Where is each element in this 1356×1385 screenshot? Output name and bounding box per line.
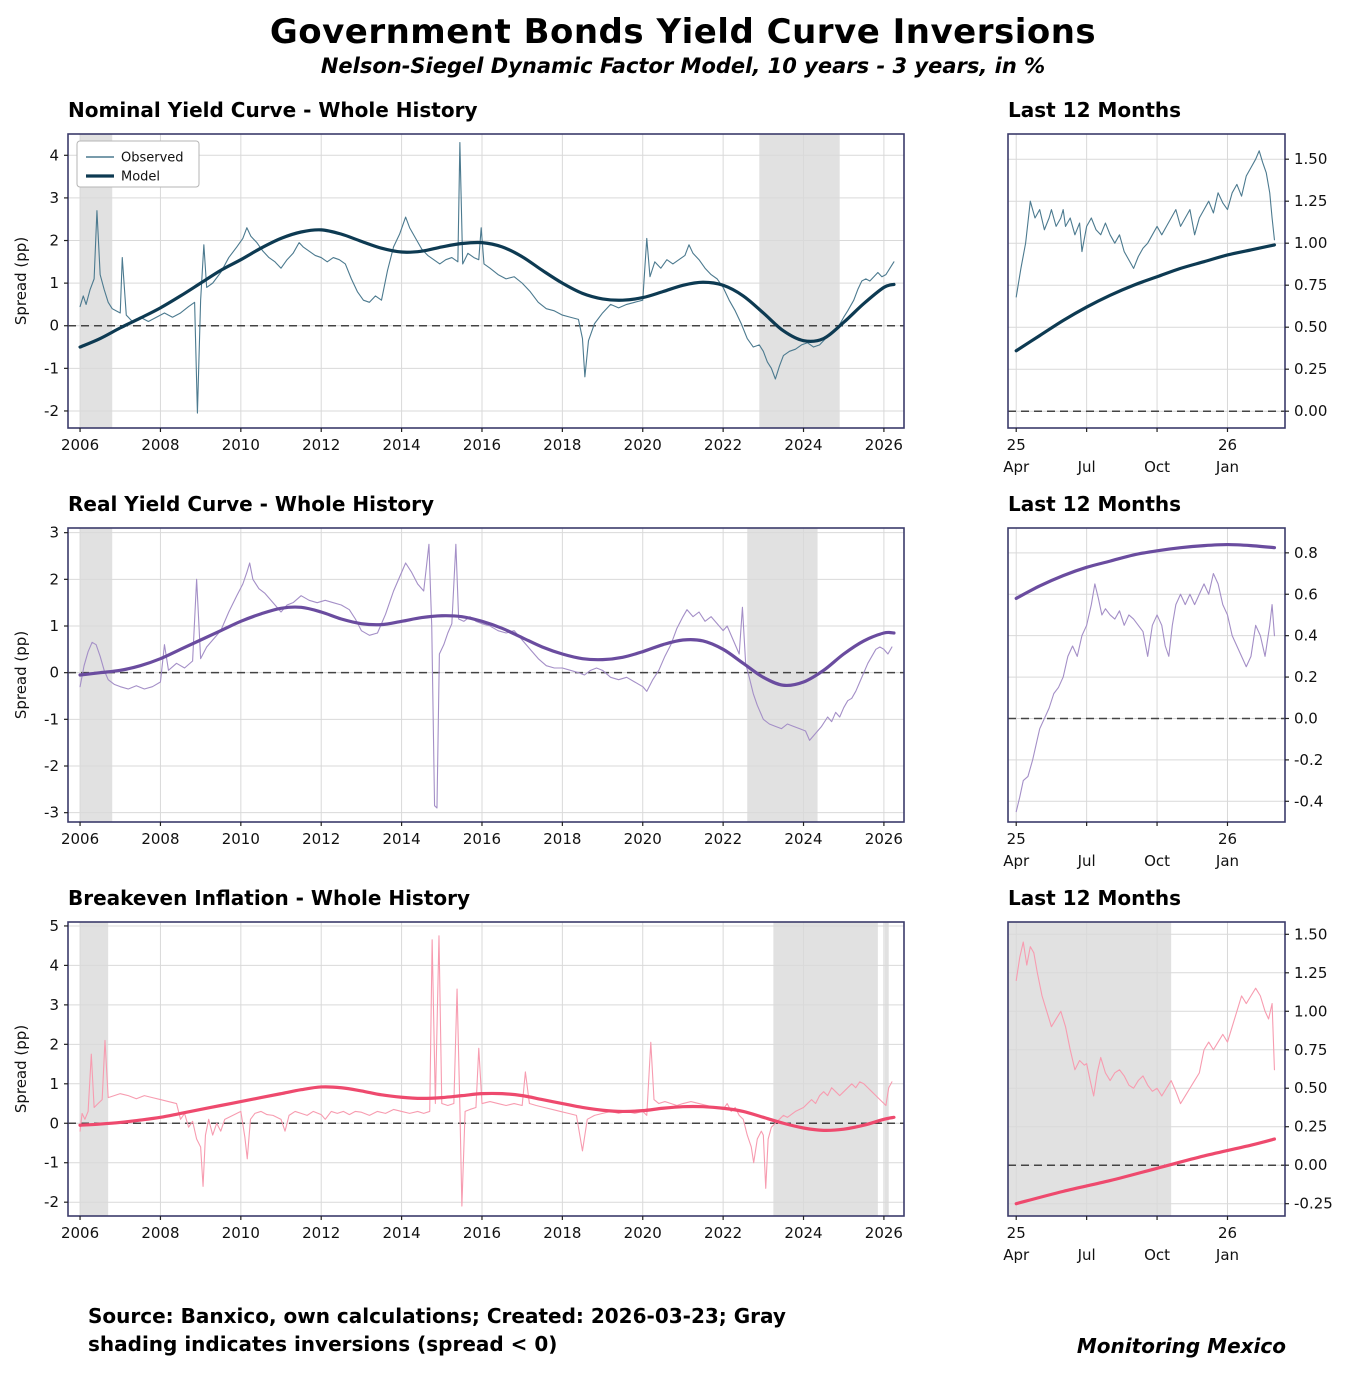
svg-text:Oct: Oct bbox=[1144, 458, 1171, 476]
svg-text:0: 0 bbox=[49, 1114, 59, 1133]
svg-text:2: 2 bbox=[49, 570, 59, 589]
svg-text:Oct: Oct bbox=[1144, 852, 1171, 870]
svg-text:1.00: 1.00 bbox=[1294, 1002, 1328, 1021]
svg-text:0.75: 0.75 bbox=[1294, 276, 1328, 295]
svg-text:2014: 2014 bbox=[382, 1224, 421, 1242]
panel-breakeven-12m bbox=[950, 886, 1346, 1278]
page-subtitle: Nelson-Siegel Dynamic Factor Model, 10 years - 3 years, in % bbox=[320, 54, 1046, 78]
svg-text:Jan: Jan bbox=[1215, 1246, 1240, 1264]
svg-text:-2: -2 bbox=[44, 401, 59, 420]
svg-text:2016: 2016 bbox=[462, 830, 502, 848]
svg-text:2024: 2024 bbox=[784, 436, 823, 454]
real-12m-chart bbox=[950, 520, 1346, 880]
svg-text:2026: 2026 bbox=[864, 1224, 903, 1242]
svg-text:2024: 2024 bbox=[784, 1224, 823, 1242]
svg-text:2020: 2020 bbox=[623, 1224, 662, 1242]
svg-text:2: 2 bbox=[49, 231, 59, 250]
brand: Monitoring Mexico bbox=[1076, 1334, 1286, 1358]
svg-text:2010: 2010 bbox=[221, 830, 260, 848]
svg-text:0.75: 0.75 bbox=[1294, 1040, 1328, 1059]
svg-text:-2: -2 bbox=[44, 1193, 59, 1212]
svg-text:0.8: 0.8 bbox=[1294, 543, 1318, 562]
svg-text:2026: 2026 bbox=[864, 830, 903, 848]
source-note: Source: Banxico, own calculations; Created: 2026-03-23; Gray shading indicates inversions (spread < 0) bbox=[88, 1304, 786, 1356]
svg-text:2006: 2006 bbox=[60, 436, 100, 454]
nominal-history-chart bbox=[10, 126, 910, 470]
svg-text:25: 25 bbox=[1006, 436, 1026, 454]
svg-text:-3: -3 bbox=[44, 803, 59, 822]
inversion-shading bbox=[80, 528, 818, 822]
svg-text:-1: -1 bbox=[44, 359, 59, 378]
observed-line bbox=[1016, 574, 1274, 812]
panel-title-real-history: Real Yield Curve - Whole History bbox=[68, 492, 435, 516]
panel-nominal-history bbox=[10, 98, 910, 490]
svg-text:Jul: Jul bbox=[1077, 852, 1096, 870]
svg-text:-1: -1 bbox=[44, 710, 59, 729]
panel-title-real-12m: Last 12 Months bbox=[1008, 492, 1182, 516]
svg-text:2012: 2012 bbox=[302, 436, 341, 454]
svg-text:1.50: 1.50 bbox=[1294, 150, 1328, 169]
svg-text:1: 1 bbox=[49, 617, 59, 635]
svg-text:2012: 2012 bbox=[302, 830, 341, 848]
svg-text:2020: 2020 bbox=[623, 436, 662, 454]
svg-text:2006: 2006 bbox=[60, 830, 100, 848]
axis-ticks bbox=[1003, 150, 1327, 476]
panel-title-breakeven-history: Breakeven Inflation - Whole History bbox=[68, 886, 471, 910]
svg-text:Jul: Jul bbox=[1077, 458, 1096, 476]
svg-text:26: 26 bbox=[1217, 1224, 1238, 1242]
svg-text:2022: 2022 bbox=[704, 436, 743, 454]
svg-text:1: 1 bbox=[49, 274, 59, 293]
observed-line bbox=[80, 936, 892, 1206]
footer bbox=[88, 1302, 1286, 1358]
svg-text:3: 3 bbox=[49, 523, 59, 542]
svg-text:0.4: 0.4 bbox=[1294, 626, 1318, 645]
breakeven-history-chart bbox=[10, 914, 910, 1258]
svg-text:0: 0 bbox=[49, 663, 59, 682]
svg-text:1: 1 bbox=[49, 1074, 59, 1093]
svg-text:0.50: 0.50 bbox=[1294, 1079, 1328, 1098]
header bbox=[10, 12, 1356, 78]
svg-text:2008: 2008 bbox=[141, 830, 180, 848]
svg-text:26: 26 bbox=[1217, 436, 1238, 454]
svg-text:2008: 2008 bbox=[141, 1224, 180, 1242]
svg-text:2018: 2018 bbox=[543, 1224, 582, 1242]
svg-text:2016: 2016 bbox=[462, 436, 502, 454]
svg-text:2: 2 bbox=[49, 1035, 59, 1054]
svg-text:25: 25 bbox=[1006, 830, 1026, 848]
svg-text:1.25: 1.25 bbox=[1294, 963, 1328, 982]
panel-nominal-12m bbox=[950, 98, 1346, 490]
model-line bbox=[1016, 245, 1274, 351]
svg-text:2026: 2026 bbox=[864, 436, 903, 454]
panel-breakeven-history bbox=[10, 886, 910, 1278]
svg-text:4: 4 bbox=[49, 146, 59, 165]
svg-text:Oct: Oct bbox=[1144, 1246, 1171, 1264]
svg-text:2014: 2014 bbox=[382, 436, 421, 454]
svg-text:0.2: 0.2 bbox=[1294, 668, 1318, 687]
svg-text:0.6: 0.6 bbox=[1294, 585, 1318, 604]
panel-real-history bbox=[10, 492, 910, 884]
svg-text:25: 25 bbox=[1006, 1224, 1026, 1242]
svg-text:3: 3 bbox=[49, 188, 59, 207]
svg-text:Jan: Jan bbox=[1215, 458, 1240, 476]
svg-text:2008: 2008 bbox=[141, 436, 180, 454]
panel-title-breakeven-12m: Last 12 Months bbox=[1008, 886, 1182, 910]
gridlines bbox=[1008, 528, 1285, 822]
y-axis-label: Spread (pp) bbox=[12, 1024, 30, 1114]
svg-text:1.50: 1.50 bbox=[1294, 925, 1328, 944]
svg-text:3: 3 bbox=[49, 995, 59, 1014]
svg-text:2016: 2016 bbox=[462, 1224, 502, 1242]
svg-text:Apr: Apr bbox=[1003, 1246, 1030, 1264]
svg-text:2010: 2010 bbox=[221, 436, 260, 454]
svg-text:2022: 2022 bbox=[704, 830, 743, 848]
svg-text:2014: 2014 bbox=[382, 830, 421, 848]
svg-text:4: 4 bbox=[49, 956, 59, 975]
panel-title-nominal-12m: Last 12 Months bbox=[1008, 98, 1182, 122]
svg-text:5: 5 bbox=[49, 916, 59, 935]
svg-text:0.00: 0.00 bbox=[1294, 1156, 1328, 1175]
svg-text:-0.4: -0.4 bbox=[1294, 792, 1324, 811]
svg-text:2012: 2012 bbox=[302, 1224, 341, 1242]
y-axis-label: Spread (pp) bbox=[12, 630, 30, 720]
panel-title-nominal-history: Nominal Yield Curve - Whole History bbox=[68, 98, 478, 122]
axis-ticks bbox=[1003, 544, 1323, 870]
svg-text:Model: Model bbox=[121, 169, 161, 185]
charts-grid bbox=[10, 98, 1356, 1278]
svg-text:2010: 2010 bbox=[221, 1224, 260, 1242]
svg-text:2006: 2006 bbox=[60, 1224, 100, 1242]
svg-text:0: 0 bbox=[49, 316, 59, 335]
svg-text:-0.2: -0.2 bbox=[1294, 750, 1324, 769]
breakeven-12m-chart bbox=[950, 914, 1346, 1274]
svg-text:-2: -2 bbox=[44, 757, 59, 775]
svg-text:2018: 2018 bbox=[543, 830, 582, 848]
svg-text:Jan: Jan bbox=[1215, 852, 1240, 870]
legend bbox=[77, 141, 199, 187]
svg-text:1.25: 1.25 bbox=[1294, 192, 1328, 211]
svg-text:26: 26 bbox=[1217, 830, 1238, 848]
svg-text:0.0: 0.0 bbox=[1294, 709, 1318, 728]
y-axis-label: Spread (pp) bbox=[12, 236, 30, 326]
nominal-12m-chart bbox=[950, 126, 1346, 486]
svg-text:2018: 2018 bbox=[543, 436, 582, 454]
svg-text:Apr: Apr bbox=[1003, 458, 1030, 476]
real-history-chart bbox=[10, 520, 910, 864]
inversion-shading bbox=[80, 922, 889, 1216]
svg-text:0.50: 0.50 bbox=[1294, 318, 1328, 337]
svg-text:Jul: Jul bbox=[1077, 1246, 1096, 1264]
observed-line bbox=[1016, 151, 1274, 297]
svg-text:-0.25: -0.25 bbox=[1294, 1194, 1333, 1213]
svg-text:1.00: 1.00 bbox=[1294, 234, 1328, 253]
svg-text:0.25: 0.25 bbox=[1294, 360, 1328, 379]
svg-text:-1: -1 bbox=[44, 1153, 59, 1172]
svg-text:2020: 2020 bbox=[623, 830, 662, 848]
svg-text:Observed: Observed bbox=[121, 150, 184, 166]
svg-text:Apr: Apr bbox=[1003, 852, 1030, 870]
panel-real-12m bbox=[950, 492, 1346, 884]
svg-text:2024: 2024 bbox=[784, 830, 823, 848]
plot-border bbox=[1008, 528, 1285, 822]
svg-text:2022: 2022 bbox=[704, 1224, 743, 1242]
page-title: Government Bonds Yield Curve Inversions bbox=[269, 12, 1097, 52]
svg-text:0.00: 0.00 bbox=[1294, 402, 1328, 421]
svg-text:0.25: 0.25 bbox=[1294, 1117, 1328, 1136]
